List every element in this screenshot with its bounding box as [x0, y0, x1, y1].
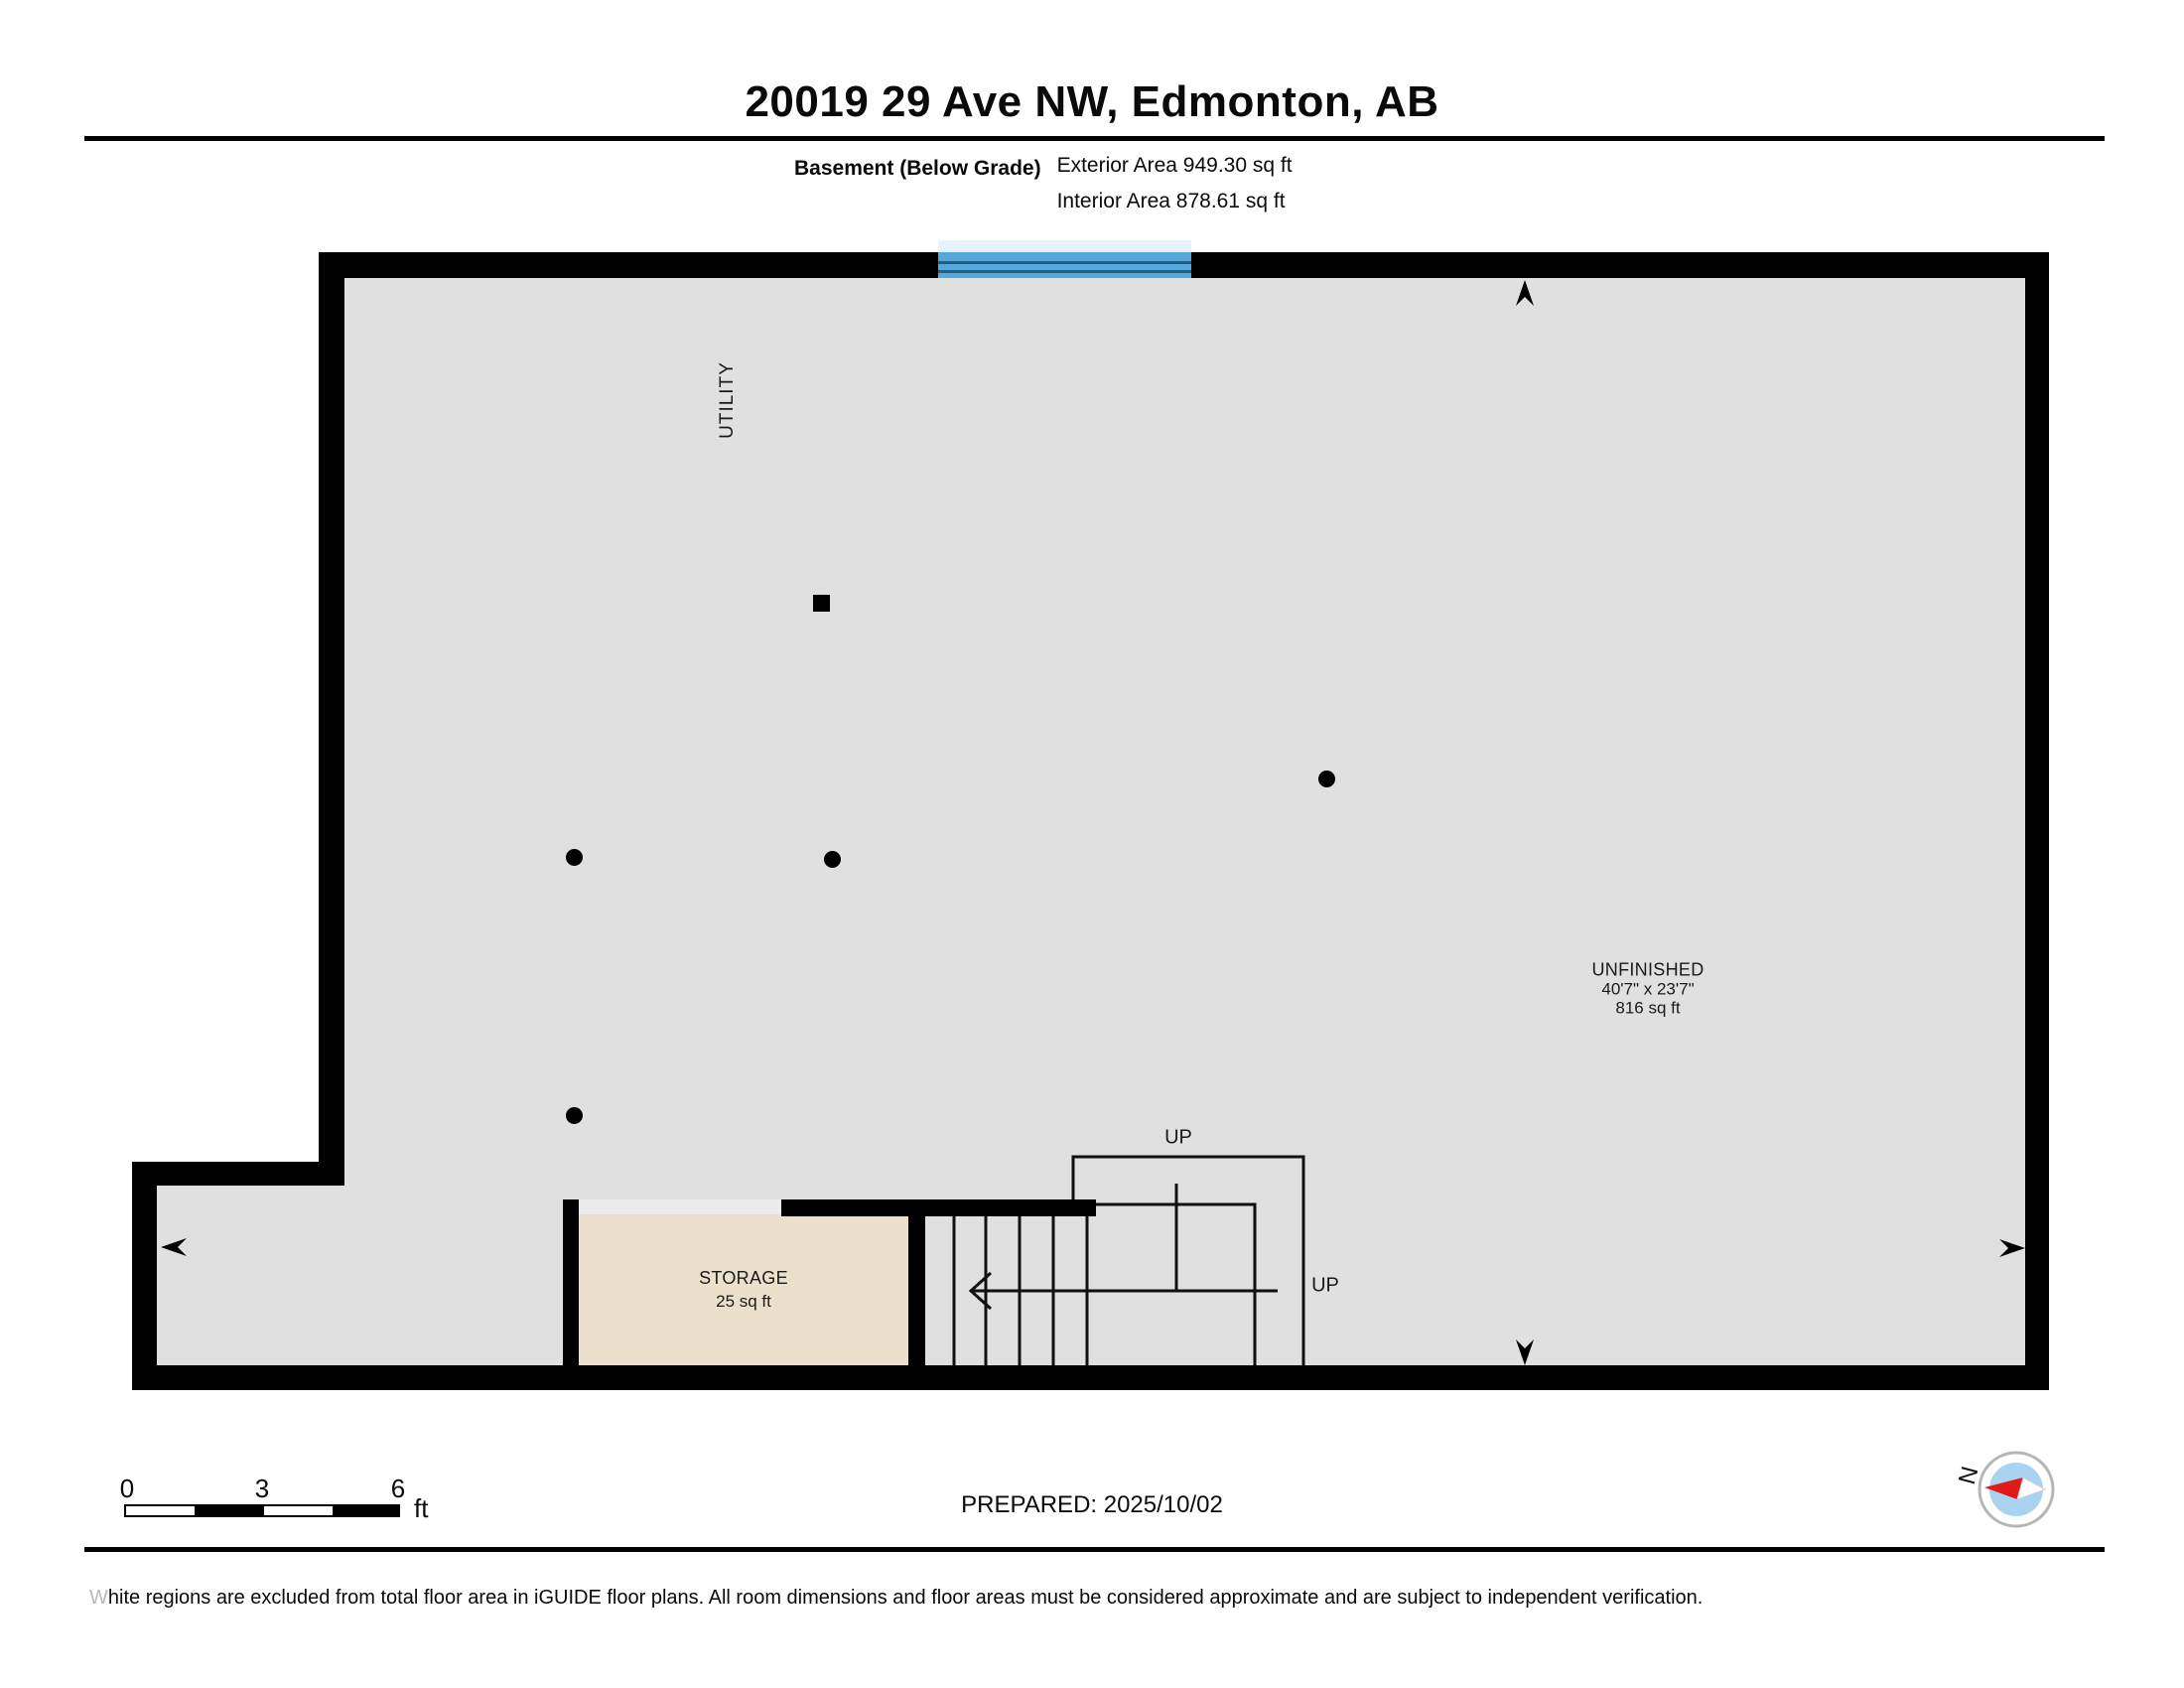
prepared-date: PREPARED: 2025/10/02 — [961, 1491, 1223, 1518]
post-square-icon — [813, 595, 830, 612]
exterior-area: Exterior Area 949.30 sq ft — [1056, 154, 1293, 177]
north-label: N — [1953, 1464, 1984, 1487]
scale-tick-0: 0 — [119, 1474, 135, 1503]
floor-summary — [794, 155, 1293, 211]
storage-right-wall — [908, 1214, 925, 1365]
stairs-up-label-right: UP — [1311, 1274, 1339, 1297]
scale-tick-6: 6 — [390, 1474, 406, 1503]
scale-bar — [124, 1504, 400, 1517]
storage-name: STORAGE — [699, 1268, 788, 1288]
header-rule — [84, 136, 2105, 141]
column-dot-icon — [1318, 771, 1335, 787]
storage-area: 25 sq ft — [716, 1292, 771, 1311]
scale-tick-3: 3 — [254, 1474, 270, 1503]
wall-bottom — [132, 1365, 2049, 1390]
utility-label: UTILITY — [717, 361, 738, 439]
wall-left-lower — [132, 1162, 157, 1390]
wall-left-upper — [319, 252, 344, 1186]
unfinished-dims: 40'7" x 23'7" — [1601, 979, 1695, 999]
unfinished-name: UNFINISHED — [1591, 959, 1705, 980]
unfinished-area: 816 sq ft — [1615, 998, 1681, 1018]
floor-notch — [157, 1186, 344, 1365]
disclaimer-text: White regions are excluded from total floor area in iGUIDE floor plans. All room dimensions and floor areas must be considered approximate and are subject to independent verification. — [89, 1587, 1704, 1609]
footer-separator — [84, 1547, 2105, 1552]
storage-left-wall — [563, 1199, 579, 1365]
column-dot-icon — [566, 849, 583, 866]
window-pane-line — [938, 261, 1191, 264]
wall-right — [2025, 252, 2049, 1390]
window-icon — [938, 252, 1191, 278]
page-title: 20019 29 Ave NW, Edmonton, AB — [745, 77, 1439, 126]
floor-label: Basement (Below Grade) — [794, 157, 1041, 180]
scale-unit: ft — [414, 1493, 429, 1523]
wall-notch — [132, 1162, 344, 1186]
unfinished-label — [1591, 961, 1704, 1018]
window-pane-line — [938, 270, 1191, 273]
stairs-up-label-top: UP — [1164, 1126, 1192, 1149]
storage-half-wall — [579, 1199, 781, 1214]
storage-label — [579, 1214, 908, 1365]
compass-icon — [1977, 1450, 2058, 1531]
column-dot-icon — [566, 1107, 583, 1124]
window-sill — [938, 240, 1191, 252]
column-dot-icon — [824, 851, 841, 868]
interior-area: Interior Area 878.61 sq ft — [1056, 190, 1286, 212]
